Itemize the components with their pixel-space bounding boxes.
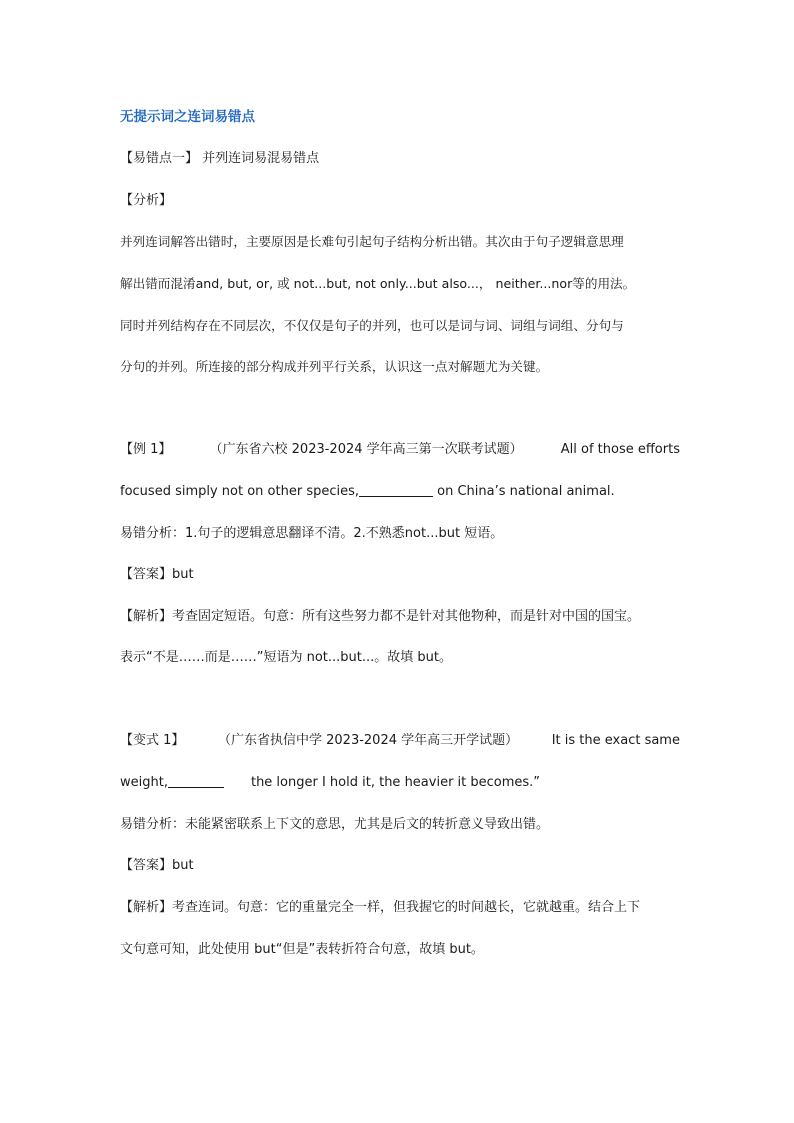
variant1-error-analysis: 易错分析：未能紧密联系上下文的意思，尤其是后文的转折意义导致出错。 [120, 817, 550, 832]
variant1-explanation-line-1: 【解析】考查连词。句意：它的重量完全一样，但我握它的时间越长，它就越重。结合上下 [120, 900, 641, 915]
example1-sentence-start: All of those efforts [560, 442, 680, 457]
analysis-line-2: 解出错而混淆and, but, or, 或 not...but, not only...but also...， neither...nor等的用法。 [120, 276, 636, 291]
example1-answer: 【答案】but [120, 567, 194, 582]
example1-sentence-before: focused simply not on other species, [120, 484, 360, 499]
analysis-heading: 【分析】 [120, 193, 173, 208]
section-heading: 【易错点一】 并列连词易混易错点 [120, 151, 320, 166]
example1-sentence-after: on China’s national animal. [433, 484, 615, 499]
example1-error-analysis: 易错分析：1.句子的逻辑意思翻译不清。2.不熟悉not...but 短语。 [120, 526, 504, 541]
example1-sentence-line [120, 482, 680, 502]
example1-source: （广东省六校 2023-2024 学年高三第一次联考试题） [209, 442, 523, 457]
analysis-line-4: 分句的并列。所连接的部分构成并列平行关系，认识这一点对解题尤为关键。 [120, 359, 549, 374]
example1-explanation-line-1: 【解析】考查固定短语。句意：所有这些努力都不是针对其他物种，而是针对中国的国宝。 [120, 609, 641, 624]
variant1-header [120, 731, 680, 751]
variant1-answer: 【答案】but [120, 858, 194, 873]
variant1-label: 【变式 1】 [120, 733, 185, 748]
variant1-explanation-line-2: 文句意可知，此处使用 but“但是”表转折符合句意，故填 but。 [120, 942, 484, 957]
example1-explanation-line-2: 表示“不是……而是……”短语为 not...but...。故填 but。 [120, 650, 452, 665]
variant1-answer-blank [168, 773, 224, 788]
variant1-sentence-before: weight, [120, 775, 168, 790]
example1-header [120, 440, 680, 460]
variant1-sentence-start: It is the exact same [551, 733, 680, 748]
variant1-sentence-line [120, 773, 680, 793]
variant1-source: （广东省执信中学 2023-2024 学年高三开学试题） [218, 733, 519, 748]
analysis-line-3: 同时并列结构存在不同层次，不仅仅是句子的并列，也可以是词与词、词组与词组、分句与 [120, 318, 624, 333]
variant1-sentence-after: the longer I hold it, the heavier it becomes.” [250, 775, 541, 790]
example1-answer-blank [359, 482, 433, 497]
example1-label: 【例 1】 [120, 442, 172, 457]
analysis-line-1: 并列连词解答出错时，主要原因是长难句引起句子结构分析出错。其次由于句子逻辑意思理 [120, 234, 624, 249]
document-title: 无提示词之连词易错点 [120, 109, 255, 125]
